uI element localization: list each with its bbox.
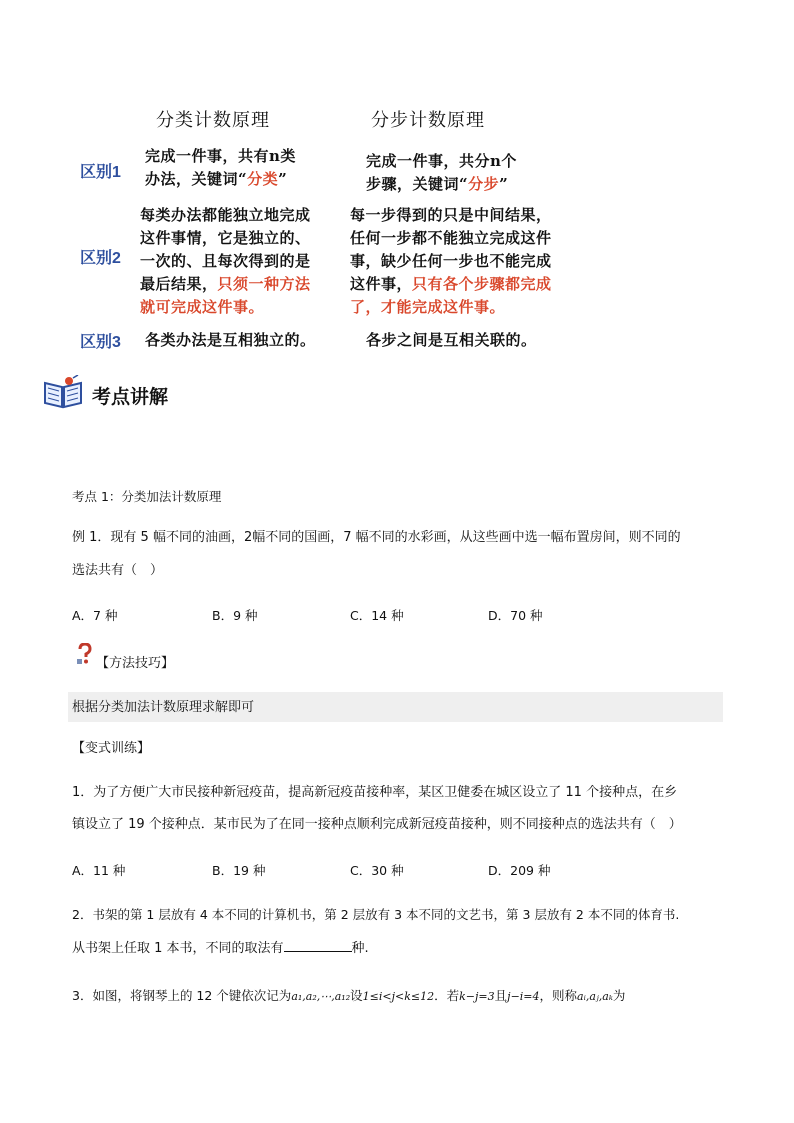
condition-k-j: k−j=3 (459, 990, 495, 1003)
row1-left (145, 145, 345, 191)
index-condition: 1≤i<j<k≤12 (362, 990, 435, 1003)
q1-option-a: A．11 种 (72, 863, 126, 878)
row2-right-line4: 这件事，只有各个步骤都完成 (350, 275, 552, 293)
q1-line1: 1．为了方便广大市民接种新冠疫苗，提高新冠疫苗接种率，某区卫健委在城区设立了 11 个接种点，在乡 (72, 785, 678, 800)
example1-line2: 选法共有（ ） (72, 563, 164, 578)
row2-right-line2: 任何一步都不能独立完成这件 (350, 229, 552, 247)
header-step-principle: 分步计数原理 (371, 110, 485, 131)
keyword-step: 分步 (468, 175, 500, 193)
method-text: 根据分类加法计数原理求解即可 (72, 700, 255, 715)
key-triple: aᵢ,aⱼ,aₖ (577, 990, 613, 1003)
row1-right (366, 150, 586, 196)
question-mark-icon (76, 643, 94, 665)
q2-line1: 2．书架的第 1 层放有 4 本不同的计算机书，第 2 层放有 3 本不同的文艺书，第 3 层放有 2 本不同的体育书. (72, 907, 680, 922)
key-sequence: a₁,a₂,⋯,a₁₂ (291, 990, 351, 1003)
row2-right (350, 204, 590, 319)
row2-label: 区别2 (80, 250, 121, 267)
example1-option-a: A．7 种 (72, 608, 118, 623)
row2-left-line4: 最后结果，只须一种方法 (140, 275, 311, 293)
condition-j-i: j−i=4 (507, 990, 540, 1003)
point1-title: 考点 1：分类加法计数原理 (72, 489, 222, 504)
row2-left-line2: 这件事情，它是独立的、 (140, 229, 311, 247)
section-title: 考点讲解 (92, 386, 169, 408)
q1-option-b: B．19 种 (212, 863, 266, 878)
row1-left-line2: 办法，关键词“分类” (145, 170, 288, 188)
book-icon (42, 375, 84, 409)
variant-title: 【变式训练】 (72, 741, 151, 756)
row3-right: 各步之间是互相关联的。 (366, 331, 537, 349)
row3-label: 区别3 (80, 334, 121, 351)
row2-left-line1: 每类办法都能独立地完成 (140, 206, 311, 224)
row3-left: 各类办法是互相独立的。 (145, 331, 316, 349)
row2-left (140, 204, 350, 319)
method-title: 【方法技巧】 (96, 656, 175, 671)
example1-option-c: C．14 种 (350, 608, 404, 623)
row2-right-line1: 每一步得到的只是中间结果， (350, 206, 552, 224)
header-classification-principle: 分类计数原理 (156, 110, 270, 131)
q2-line2: 从书架上任取 1 本书，不同的取法有 种. (72, 937, 369, 959)
answer-blank[interactable] (284, 937, 352, 952)
row1-right-line2: 步骤，关键词“分步” (366, 175, 509, 193)
keyword-classify: 分类 (247, 170, 279, 188)
row1-right-line1: 完成一件事，共分n个 (366, 152, 517, 170)
example1-option-d: D．70 种 (488, 608, 543, 623)
row1-left-line1: 完成一件事，共有n类 (145, 147, 296, 165)
row2-left-line3: 一次的、且每次得到的是 (140, 252, 311, 270)
row2-left-line5: 就可完成这件事。 (140, 298, 265, 316)
example1-option-b: B．9 种 (212, 608, 258, 623)
row2-right-line5: 了，才能完成这件事。 (350, 298, 506, 316)
row1-label: 区别1 (80, 164, 121, 181)
q1-option-c: C．30 种 (350, 863, 404, 878)
q1-line2: 镇设立了 19 个接种点．某市民为了在同一接种点顺利完成新冠疫苗接种，则不同接种点的选法共有（ ） (72, 817, 682, 832)
q3-line1: 3．如图，将钢琴上的 12 个键依次记为a₁,a₂,⋯,a₁₂设1≤i<j<k≤12．若k−j=3且j−i=4，则称aᵢ,aⱼ,aₖ为 (72, 988, 626, 1003)
q1-option-d: D．209 种 (488, 863, 551, 878)
example1-line1: 例 1．现有 5 幅不同的油画，2幅不同的国画，7 幅不同的水彩画，从这些画中选一幅布置房间，则不同的 (72, 530, 681, 545)
row2-right-line3: 事，缺少任何一步也不能完成 (350, 252, 552, 270)
